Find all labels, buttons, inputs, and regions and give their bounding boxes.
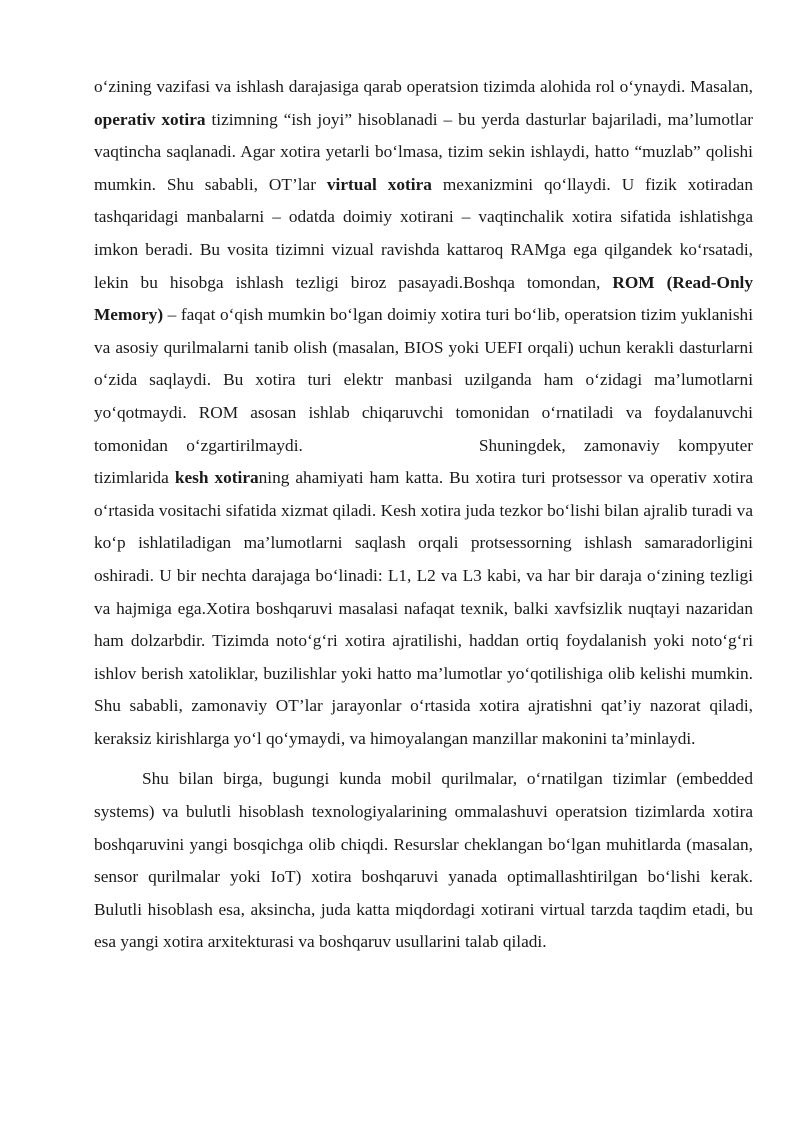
text-run: tizimning “ish joyi” hisoblanadi – bu yerda dasturlar bajariladi, ma’lumotlar vaqtincha saqlanadi. Agar xotira yetarli bo‘lmasa, tizim sekin ishlaydi, hatto “muzlab” qolishi mumkin. Shu sababli, OT’lar bbox=[94, 109, 753, 194]
text-run: – faqat o‘qish mumkin bo‘lgan doimiy xotira turi bo‘lib, operatsion tizim yuklanishi va asosiy qurilmalarni tanib olish (masalan, BIOS yoki UEFI orqali) uchun kerakli dasturlarni o‘zida saqlaydi. Bu xotira turi elektr manbasi uzilganda ham o‘zidagi ma’lumotlarni yo‘qotmaydi. ROM asosan ishlab chiqaruvchi tomonidan o‘rnatiladi va foydalanuvchi tomonidan o‘zgartirilmaydi. bbox=[94, 305, 753, 455]
bold-term-kesh-xotira: kesh xotira bbox=[174, 468, 259, 488]
text-run: Shuningdek, zamonaviy kompyuter tizimlarida bbox=[94, 435, 753, 488]
paragraph-1 bbox=[94, 71, 753, 755]
bold-term-operativ-xotira: operativ xotira bbox=[94, 109, 206, 129]
text-run: o‘zining vazifasi va ishlash darajasiga qarab operatsion tizimda alohida rol o‘ynaydi. Masalan, bbox=[94, 77, 753, 96]
text-run: mexanizmini qo‘llaydi. U fizik xotiradan tashqaridagi manbalarni – odatda doimiy xotirani – vaqtinchalik xotira sifatida ishlatishga imkon beradi. Bu vosita tizimni vizual ravishda kattaroq RAMga ega qilgandek ko‘rsatadi, lekin bu hisobga ishlash tezligi biroz pasayadi.Boshqa tomondan, bbox=[94, 174, 753, 292]
text-run: ning ahamiyati ham katta. Bu xotira turi protsessor va operativ xotira o‘rtasida vositachi sifatida xizmat qiladi. Kesh xotira juda tezkor bo‘lishi bilan ajralib turadi va ko‘p ishlatiladigan ma’lumotlarni saqlash orqali protsessorning ishlash samaradorligini oshiradi. U bir nechta darajaga bo‘linadi: L1, L2 va L3 kabi, va har bir daraja o‘zining tezligi va hajmiga ega.Xotira boshqaruvi masalasi nafaqat texnik, balki xavfsizlik nuqtayi nazaridan ham dolzarbdir. Tizimda noto‘g‘ri xotira ajratilishi, haddan ortiq foydalanish yoki noto‘g‘ri ishlov berish xatoliklar, buzilishlar yoki hatto ma’lumotlar yo‘qotilishiga olib kelishi mumkin. Shu sababli, zamonaviy OT’lar jarayonlar o‘rtasida xotira ajratishni qat’iy nazorat qiladi, keraksiz kirishlarga yo‘l qo‘ymaydi, va himoyalangan manzillar makonini ta’minlaydi. bbox=[94, 468, 753, 748]
paragraph-2 bbox=[94, 763, 753, 959]
bold-term-virtual-xotira: virtual xotira bbox=[326, 174, 432, 194]
document-page bbox=[94, 71, 753, 959]
bold-term-rom: ROM (Read-Only Memory) bbox=[94, 272, 753, 325]
text-run: Shu bilan birga, bugungi kunda mobil qurilmalar, o‘rnatilgan tizimlar (embedded systems) va bulutli hisoblash texnologiyalarining ommalashuvi operatsion tizimlarda xotira boshqaruvini yangi bosqichga olib chiqdi. Resurslar cheklangan bo‘lgan muhitlarda (masalan, sensor qurilmalar yoki IoT) xotira boshqaruvi yanada optimallashtirilgan bo‘lishi kerak. Bulutli hisoblash esa, aksincha, juda katta miqdordagi xotirani virtual tarzda taqdim etadi, bu esa yangi xotira arxitekturasi va boshqaruv usullarini talab qiladi. bbox=[94, 769, 753, 952]
